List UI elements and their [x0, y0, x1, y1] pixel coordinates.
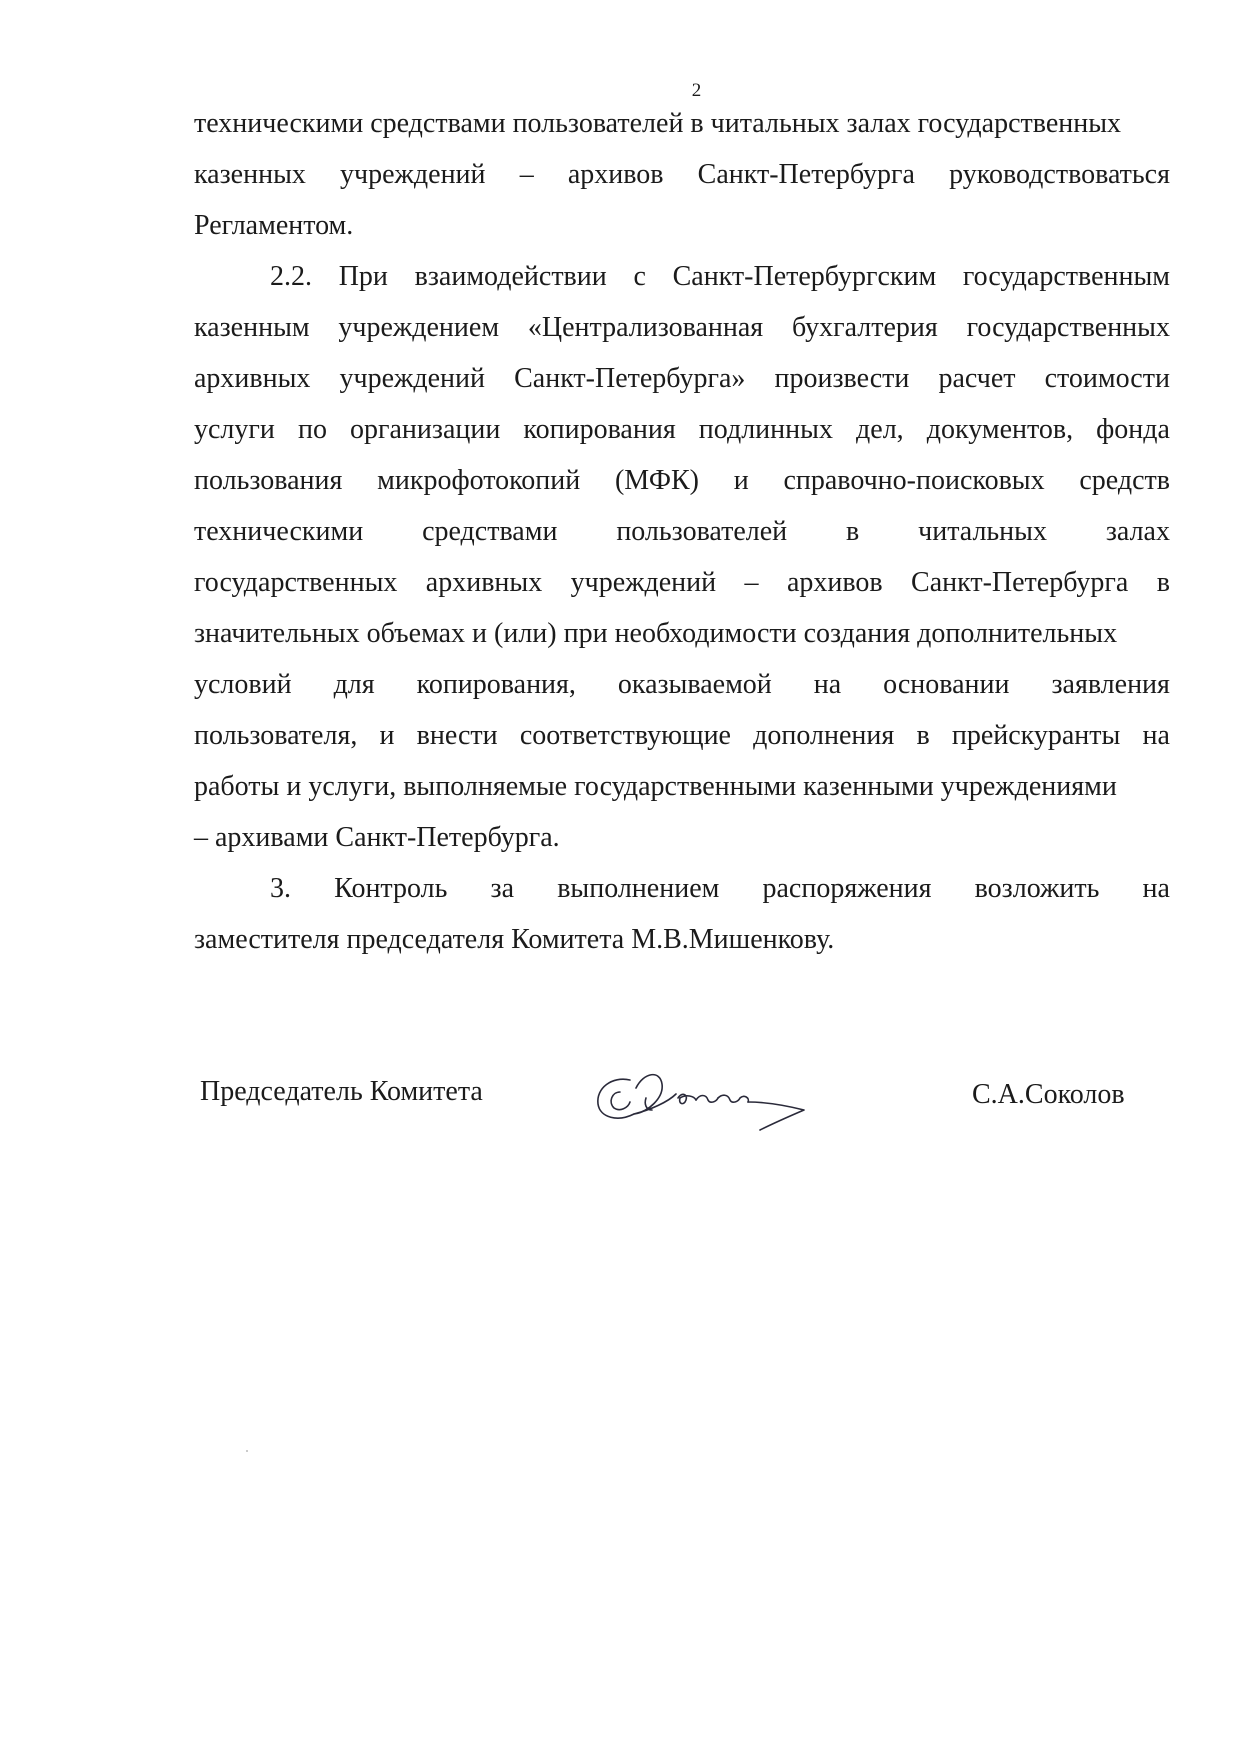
handwritten-signature-icon — [590, 1058, 830, 1144]
word: основании — [883, 669, 1010, 700]
word: пользователей — [616, 516, 788, 547]
word: средств — [1079, 465, 1170, 496]
word: читальных — [918, 516, 1047, 547]
word: Санкт-Петербургским — [672, 261, 937, 292]
word: документов, — [926, 414, 1074, 445]
word: возложить — [974, 873, 1100, 904]
word: – — [744, 567, 759, 598]
word: в — [916, 720, 930, 751]
word: При — [338, 261, 388, 292]
word: фонда — [1096, 414, 1170, 445]
document-body — [194, 98, 1170, 965]
text-line — [194, 506, 1170, 557]
word: условий — [194, 669, 292, 700]
word: учреждений — [339, 363, 486, 394]
text-segment: Регламентом. — [194, 210, 354, 241]
word: услуги — [194, 414, 275, 445]
text-line — [194, 608, 1170, 659]
word: на — [1142, 720, 1170, 751]
paragraph-number: 3. — [270, 873, 291, 904]
text-line — [194, 557, 1170, 608]
word: техническими — [194, 516, 364, 547]
word: организации — [350, 414, 501, 445]
word: «Централизованная — [527, 312, 764, 343]
word: на — [1142, 873, 1170, 904]
word: произвести — [774, 363, 910, 394]
word: выполнением — [557, 873, 720, 904]
word: залах — [1105, 516, 1170, 547]
text-line — [194, 98, 1170, 149]
word: пользования — [194, 465, 343, 496]
word: Санкт-Петербурга — [697, 159, 915, 190]
text-line — [194, 812, 1170, 863]
word: государственных — [194, 567, 398, 598]
page-number: 2 — [691, 80, 702, 101]
word: Контроль — [334, 873, 448, 904]
word: заявления — [1051, 669, 1170, 700]
word: дел, — [856, 414, 904, 445]
text-line — [194, 251, 1170, 302]
word: архивных — [425, 567, 543, 598]
word: по — [297, 414, 327, 445]
word: в — [846, 516, 860, 547]
word: руководствоваться — [949, 159, 1170, 190]
word: (МФК) — [614, 465, 699, 496]
word: бухгалтерия — [791, 312, 938, 343]
word: учреждением — [338, 312, 500, 343]
word: и — [379, 720, 395, 751]
word: оказываемой — [617, 669, 772, 700]
word: казенных — [194, 159, 306, 190]
text-line — [194, 353, 1170, 404]
word: – — [519, 159, 534, 190]
word: копирования, — [416, 669, 576, 700]
word: за — [490, 873, 515, 904]
text-line — [194, 149, 1170, 200]
word: соответствующие — [519, 720, 731, 751]
word: расчет — [938, 363, 1016, 394]
word: казенным — [194, 312, 310, 343]
word: Санкт-Петербурга — [911, 567, 1129, 598]
word: архивов — [567, 159, 664, 190]
signatory-name: С.А.Соколов — [972, 1079, 1125, 1110]
word: государственным — [962, 261, 1170, 292]
text-line — [194, 404, 1170, 455]
signatory-position: Председатель Комитета — [200, 1076, 483, 1107]
word: взаимодействии — [414, 261, 607, 292]
text-line — [194, 302, 1170, 353]
word: внести — [416, 720, 498, 751]
text-line — [194, 761, 1170, 812]
word: пользователя, — [194, 720, 358, 751]
word: распоряжения — [762, 873, 932, 904]
word: стоимости — [1044, 363, 1170, 394]
signature-block — [200, 1076, 1160, 1166]
text-segment: – архивами Санкт-Петербурга. — [194, 822, 560, 853]
word: и — [733, 465, 749, 496]
paragraph-number: 2.2. — [270, 261, 312, 292]
text-line — [194, 200, 1170, 251]
text-line — [194, 710, 1170, 761]
word: с — [633, 261, 646, 292]
word: для — [333, 669, 375, 700]
word: прейскуранты — [951, 720, 1121, 751]
paragraph-3 — [194, 863, 1170, 965]
word: учреждений — [340, 159, 486, 190]
word: копирования — [523, 414, 676, 445]
scan-speck — [246, 1450, 248, 1452]
word: дополнения — [753, 720, 895, 751]
word: архивных — [194, 363, 311, 394]
word: государственных — [966, 312, 1170, 343]
word: учреждений — [570, 567, 717, 598]
text-line — [194, 455, 1170, 506]
word: микрофотокопий — [377, 465, 581, 496]
word: Санкт-Петербурга» — [514, 363, 746, 394]
text-segment: заместителя председателя Комитета М.В.Мишенкову. — [194, 924, 835, 955]
word: в — [1156, 567, 1170, 598]
word: на — [813, 669, 842, 700]
word: архивов — [786, 567, 883, 598]
text-segment: значительных объемах и (или) при необходимости создания дополнительных — [194, 618, 1118, 649]
text-line — [194, 863, 1170, 914]
word: справочно-поисковых — [783, 465, 1045, 496]
word: подлинных — [698, 414, 833, 445]
text-segment: работы и услуги, выполняемые государственными казенными учреждениями — [194, 771, 1117, 802]
text-segment: техническими средствами пользователей в читальных залах государственных — [194, 108, 1122, 139]
paragraph-2 — [194, 251, 1170, 863]
paragraph-1 — [194, 98, 1170, 251]
text-line — [194, 914, 1170, 965]
word: средствами — [422, 516, 558, 547]
text-line — [194, 659, 1170, 710]
